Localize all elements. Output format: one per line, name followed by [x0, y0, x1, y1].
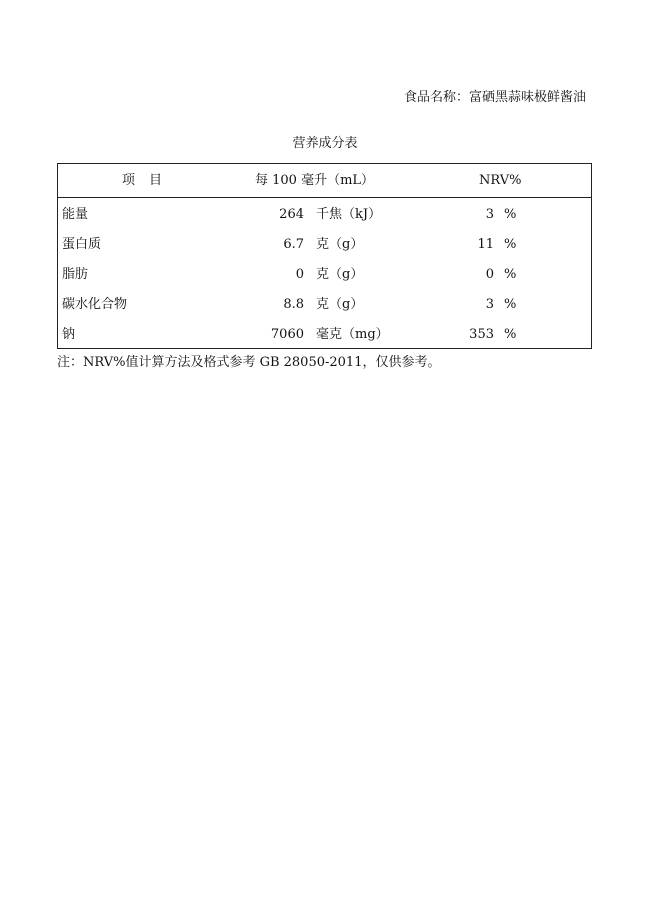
row-name: 蛋白质 — [62, 237, 102, 252]
header-item: 项目 — [122, 173, 177, 188]
row-value: 6.7 — [283, 237, 304, 252]
product-name: 食品名称：富硒黑蒜味极鲜酱油 — [403, 90, 586, 105]
row-name: 能量 — [62, 207, 89, 222]
table-row — [58, 200, 591, 230]
table-row — [58, 230, 591, 260]
row-value: 8.8 — [283, 297, 304, 312]
row-name: 钠 — [62, 327, 76, 342]
row-percent: % — [504, 327, 517, 342]
row-name: 脂肪 — [62, 267, 89, 282]
row-value: 7060 — [270, 327, 304, 342]
row-nrv: 3 — [485, 207, 494, 222]
row-value: 0 — [295, 267, 304, 282]
row-nrv: 11 — [477, 237, 494, 252]
row-nrv: 353 — [469, 327, 494, 342]
row-percent: % — [504, 237, 517, 252]
table-header-row — [58, 164, 591, 198]
footnote: 注：NRV%值计算方法及格式参考 GB 28050-2011，仅供参考。 — [57, 355, 441, 370]
row-nrv: 0 — [485, 267, 494, 282]
row-unit: 克（g） — [316, 267, 364, 282]
row-percent: % — [504, 297, 517, 312]
row-percent: % — [504, 207, 517, 222]
row-nrv: 3 — [485, 297, 494, 312]
header-nrv: NRV% — [479, 173, 522, 188]
nutrition-table — [57, 163, 592, 349]
row-value: 264 — [279, 207, 304, 222]
table-row — [58, 260, 591, 290]
row-unit: 毫克（mg） — [316, 327, 389, 342]
row-name: 碳水化合物 — [62, 297, 128, 312]
table-row — [58, 290, 591, 320]
row-unit: 克（g） — [316, 237, 364, 252]
table-row — [58, 320, 591, 350]
table-title: 营养成分表 — [292, 136, 358, 151]
header-per-100ml: 每 100 毫升（mL） — [255, 173, 375, 188]
row-percent: % — [504, 267, 517, 282]
row-unit: 克（g） — [316, 297, 364, 312]
row-unit: 千焦（kJ） — [316, 207, 382, 222]
